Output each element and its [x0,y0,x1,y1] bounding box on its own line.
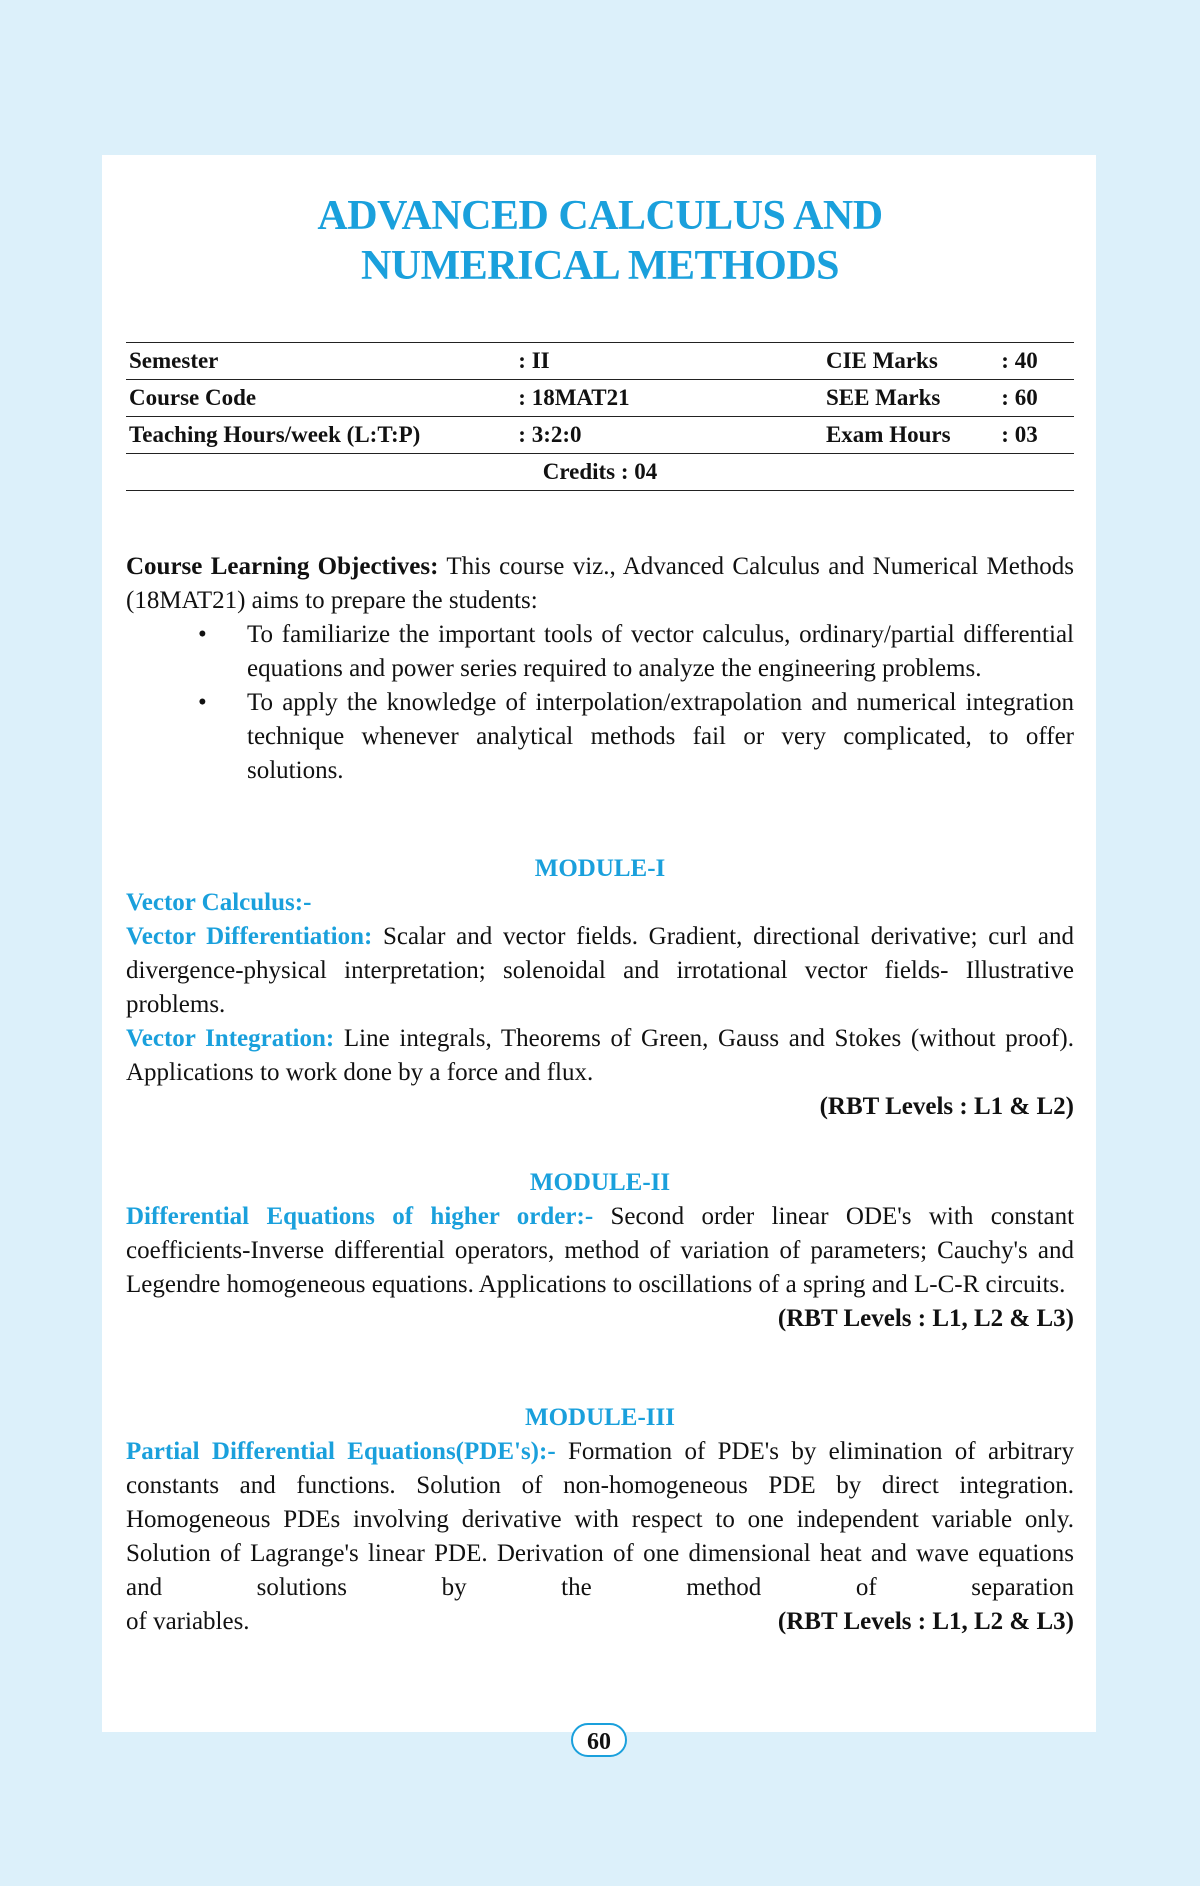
objectives-intro [126,550,1074,618]
table-cell: Semester [126,343,515,380]
bullet-icon: • [198,621,207,648]
list-item [126,618,1074,686]
table-cell: : 18MAT21 [515,380,823,417]
page-content [126,155,1075,1635]
table-cell: SEE Marks [823,380,998,417]
list-item [126,686,1074,788]
table-row [126,454,1074,491]
module-1-section [126,852,1074,1124]
table-cell: CIE Marks [823,343,998,380]
objectives-heading: Course Learning Objectives: [126,553,439,580]
module-3-heading: MODULE-III [524,1404,675,1431]
module-3-paragraph [126,1435,1074,1605]
table-cell: : 60 [998,380,1074,417]
credits-cell: Credits : 04 [126,454,1074,491]
module-3-last-text: of variables. [126,1608,250,1635]
module-2-section [126,1166,1074,1336]
list-item-text: To familiarize the important tools of vector calculus, ordinary/partial differential equations and power series required to analyze the engineering problems. [247,621,1074,682]
table-cell: Teaching Hours/week (L:T:P) [126,417,515,454]
module-1-topic: Vector Calculus:- [126,889,312,916]
title-line-1: ADVANCED CALCULUS AND [317,193,883,239]
list-item-text: To apply the knowledge of interpolation/extrapolation and numerical integration technique whenever analytical methods fail or very complicated, to offer solutions. [247,689,1074,784]
page-title [126,155,1074,291]
table-cell: Course Code [126,380,515,417]
module-2-label: Differential Equations of higher order:- [126,1203,594,1230]
objectives-intro-text: This course viz., Advanced Calculus and Numerical Methods (18MAT21) aims to prepare the students: [126,553,1074,614]
vector-differentiation-text: Scalar and vector fields. Gradient, directional derivative; curl and divergence-physical interpretation; solenoidal and irrotational vector fields- Illustrative problems. [126,923,1074,1018]
table-row [126,343,1074,380]
page-number: 60 [571,1723,627,1757]
table-cell: : II [515,343,823,380]
module-3-last-line [126,1605,1074,1639]
table-cell: : 40 [998,343,1074,380]
module-1-paragraph-2 [126,1022,1074,1090]
module-1-paragraph-1 [126,920,1074,1022]
bullet-icon: • [198,689,207,716]
table-row [126,417,1074,454]
module-1-heading: MODULE-I [534,855,666,882]
vector-differentiation-label: Vector Differentiation: [126,923,373,950]
table-cell: : 03 [998,417,1074,454]
module-3-text: Formation of PDE's by elimination of arbitrary constants and functions. Solution of non-homogeneous PDE by direct integration. Homogeneous PDEs involving derivative with respect to one independent variable only. Solution of Lagrange's linear PDE. Derivation of one dimensional heat and wave equations and solutions by the method of separation [126,1438,1075,1601]
table-cell: Exam Hours [823,417,998,454]
module-2-heading: MODULE-II [529,1169,671,1196]
vector-integration-text: Line integrals, Theorems of Green, Gauss and Stokes (without proof). Applications to work done by a force and flux. [126,1025,1074,1086]
table-cell: : 3:2:0 [515,417,823,454]
objectives-section [126,550,1074,788]
module-2-paragraph [126,1200,1074,1302]
module-3-section [126,1401,1074,1639]
course-info-table [126,342,1074,491]
module-3-rbt-levels: (RBT Levels : L1, L2 & L3) [777,1608,1074,1635]
module-1-rbt-levels: (RBT Levels : L1 & L2) [819,1093,1074,1120]
title-line-2: NUMERICAL METHODS [360,243,840,289]
module-3-label: Partial Differential Equations(PDE's):- [126,1438,556,1465]
document-page [102,155,1096,1732]
vector-integration-label: Vector Integration: [126,1025,335,1052]
module-2-rbt-levels: (RBT Levels : L1, L2 & L3) [777,1305,1074,1332]
table-row [126,380,1074,417]
objectives-list [126,618,1074,788]
module-2-text: Second order linear ODE's with constant coefficients-Inverse differential operators, method of variation of parameters; Cauchy's and Legendre homogeneous equations. Applications to oscillations of a spring and L-C-R circuits. [126,1203,1075,1298]
